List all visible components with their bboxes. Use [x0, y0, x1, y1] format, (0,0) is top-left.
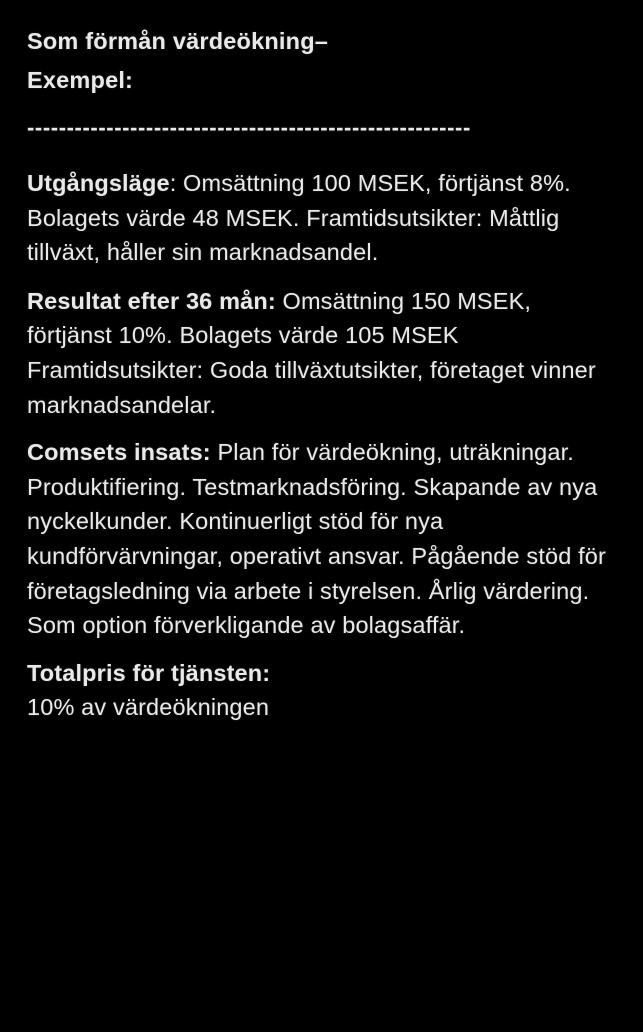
section-result	[27, 284, 612, 422]
section-label-suffix	[276, 288, 283, 314]
section-text: Omsättning 100 MSEK, förtjänst 8%. Bolagets värde 48 MSEK. Framtidsutsikter: Måttlig tillväxt, håller sin marknadsandel.	[27, 170, 571, 266]
section-text: Plan för värdeökning, uträkningar. Produktifiering. Testmarknadsföring. Skapande av nya nyckelkunder. Kontinuerligt stöd för nya kundförvärvningar, operativt ansvar. Pågående stöd för företagsledning via arbete i styrelsen. Årlig värdering. Som option förverkligande av bolagsaffär.	[27, 439, 606, 639]
section-comset-effort	[27, 435, 612, 643]
section-label: Totalpris för tjänsten:	[27, 659, 271, 686]
section-label: Comsets insats:	[27, 439, 211, 466]
section-text: Omsättning 150 MSEK, förtjänst 10%. Bolagets värde 105 MSEK Framtidsutsikter: Goda tillväxtutsikter, företaget vinner marknadsandelar.	[27, 287, 596, 418]
section-label-suffix: :	[169, 170, 184, 196]
dashed-divider: --------------------------------------------------------	[27, 115, 471, 140]
section-starting-point	[27, 166, 612, 270]
section-text: 10% av värdeökningen	[27, 694, 270, 721]
section-label: Utgångsläge	[27, 170, 170, 196]
section-total-price	[27, 656, 612, 725]
heading-line-1: Som förmån värdeökning–	[27, 28, 329, 54]
panel-heading	[27, 22, 612, 100]
example-panel	[27, 22, 612, 725]
section-label: Resultat efter 36 mån:	[27, 287, 276, 314]
heading-line-2: Exempel:	[27, 67, 134, 93]
